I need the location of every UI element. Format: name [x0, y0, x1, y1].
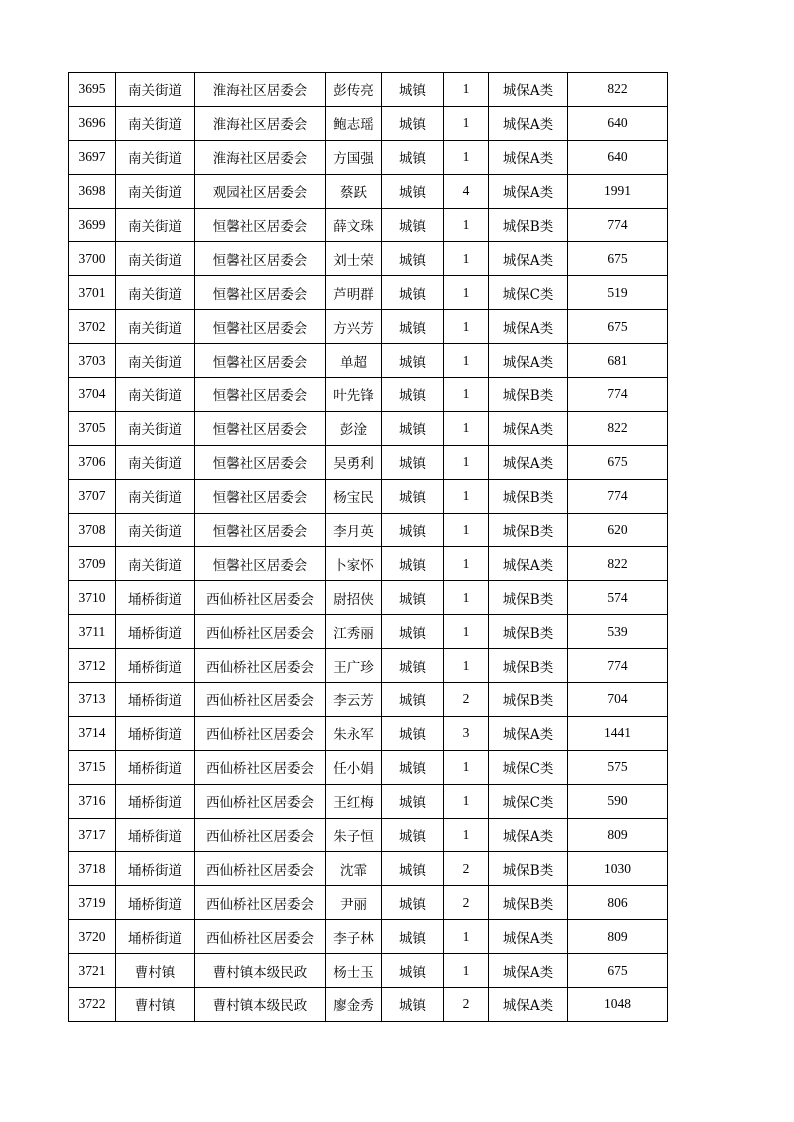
amount-cell: 590 [568, 784, 668, 818]
household-size-cell: 2 [444, 886, 489, 920]
area-type-cell: 城镇 [382, 479, 444, 513]
amount-cell: 675 [568, 445, 668, 479]
table-row [69, 276, 668, 310]
community-cell: 恒馨社区居委会 [195, 310, 326, 344]
table-row [69, 649, 668, 683]
community-cell: 西仙桥社区居委会 [195, 920, 326, 954]
category-cell: 城保A类 [489, 174, 568, 208]
area-type-cell: 城镇 [382, 106, 444, 140]
household-size-cell: 1 [444, 73, 489, 107]
street-cell: 南关街道 [116, 445, 195, 479]
household-size-cell: 1 [444, 750, 489, 784]
street-cell: 曹村镇 [116, 954, 195, 988]
street-cell: 南关街道 [116, 344, 195, 378]
category-cell: 城保A类 [489, 547, 568, 581]
area-type-cell: 城镇 [382, 378, 444, 412]
name-cell: 吴勇利 [326, 445, 382, 479]
category-cell: 城保C类 [489, 784, 568, 818]
name-cell: 尉招侠 [326, 581, 382, 615]
community-cell: 西仙桥社区居委会 [195, 750, 326, 784]
table-row [69, 988, 668, 1022]
area-type-cell: 城镇 [382, 852, 444, 886]
community-cell: 曹村镇本级民政 [195, 988, 326, 1022]
name-cell: 李月英 [326, 513, 382, 547]
row-number-cell: 3716 [69, 784, 116, 818]
category-cell: 城保A类 [489, 445, 568, 479]
amount-cell: 704 [568, 683, 668, 717]
amount-cell: 822 [568, 73, 668, 107]
community-cell: 西仙桥社区居委会 [195, 818, 326, 852]
table-row [69, 310, 668, 344]
category-cell: 城保A类 [489, 73, 568, 107]
household-size-cell: 1 [444, 513, 489, 547]
area-type-cell: 城镇 [382, 73, 444, 107]
area-type-cell: 城镇 [382, 988, 444, 1022]
amount-cell: 620 [568, 513, 668, 547]
area-type-cell: 城镇 [382, 208, 444, 242]
category-cell: 城保B类 [489, 513, 568, 547]
community-cell: 恒馨社区居委会 [195, 378, 326, 412]
table-row [69, 344, 668, 378]
name-cell: 尹丽 [326, 886, 382, 920]
amount-cell: 539 [568, 615, 668, 649]
name-cell: 江秀丽 [326, 615, 382, 649]
name-cell: 王红梅 [326, 784, 382, 818]
row-number-cell: 3700 [69, 242, 116, 276]
row-number-cell: 3717 [69, 818, 116, 852]
amount-cell: 774 [568, 479, 668, 513]
household-size-cell: 1 [444, 140, 489, 174]
area-type-cell: 城镇 [382, 513, 444, 547]
area-type-cell: 城镇 [382, 784, 444, 818]
community-cell: 淮海社区居委会 [195, 73, 326, 107]
category-cell: 城保B类 [489, 208, 568, 242]
row-number-cell: 3704 [69, 378, 116, 412]
category-cell: 城保C类 [489, 750, 568, 784]
street-cell: 埇桥街道 [116, 649, 195, 683]
category-cell: 城保A类 [489, 954, 568, 988]
data-table [68, 72, 668, 1022]
household-size-cell: 1 [444, 547, 489, 581]
row-number-cell: 3697 [69, 140, 116, 174]
household-size-cell: 1 [444, 818, 489, 852]
table-row [69, 174, 668, 208]
community-cell: 西仙桥社区居委会 [195, 716, 326, 750]
amount-cell: 774 [568, 208, 668, 242]
row-number-cell: 3715 [69, 750, 116, 784]
amount-cell: 806 [568, 886, 668, 920]
area-type-cell: 城镇 [382, 344, 444, 378]
street-cell: 南关街道 [116, 140, 195, 174]
area-type-cell: 城镇 [382, 140, 444, 174]
household-size-cell: 1 [444, 106, 489, 140]
household-size-cell: 1 [444, 378, 489, 412]
name-cell: 彭传亮 [326, 73, 382, 107]
household-size-cell: 1 [444, 208, 489, 242]
category-cell: 城保A类 [489, 310, 568, 344]
name-cell: 鲍志瑶 [326, 106, 382, 140]
amount-cell: 575 [568, 750, 668, 784]
amount-cell: 822 [568, 411, 668, 445]
area-type-cell: 城镇 [382, 954, 444, 988]
table-row [69, 581, 668, 615]
row-number-cell: 3705 [69, 411, 116, 445]
community-cell: 曹村镇本级民政 [195, 954, 326, 988]
household-size-cell: 1 [444, 411, 489, 445]
table-row [69, 513, 668, 547]
name-cell: 沈霏 [326, 852, 382, 886]
name-cell: 李云芳 [326, 683, 382, 717]
community-cell: 恒馨社区居委会 [195, 276, 326, 310]
amount-cell: 1048 [568, 988, 668, 1022]
category-cell: 城保A类 [489, 140, 568, 174]
name-cell: 薛文珠 [326, 208, 382, 242]
row-number-cell: 3721 [69, 954, 116, 988]
community-cell: 恒馨社区居委会 [195, 445, 326, 479]
amount-cell: 1030 [568, 852, 668, 886]
street-cell: 南关街道 [116, 378, 195, 412]
community-cell: 恒馨社区居委会 [195, 547, 326, 581]
table-row [69, 378, 668, 412]
community-cell: 恒馨社区居委会 [195, 479, 326, 513]
area-type-cell: 城镇 [382, 174, 444, 208]
household-size-cell: 2 [444, 852, 489, 886]
household-size-cell: 3 [444, 716, 489, 750]
area-type-cell: 城镇 [382, 716, 444, 750]
household-size-cell: 1 [444, 615, 489, 649]
area-type-cell: 城镇 [382, 818, 444, 852]
household-size-cell: 1 [444, 445, 489, 479]
amount-cell: 774 [568, 378, 668, 412]
name-cell: 刘士荣 [326, 242, 382, 276]
household-size-cell: 2 [444, 988, 489, 1022]
household-size-cell: 1 [444, 649, 489, 683]
table-row [69, 716, 668, 750]
street-cell: 曹村镇 [116, 988, 195, 1022]
name-cell: 方兴芳 [326, 310, 382, 344]
name-cell: 彭淦 [326, 411, 382, 445]
table-row [69, 750, 668, 784]
amount-cell: 809 [568, 920, 668, 954]
row-number-cell: 3714 [69, 716, 116, 750]
category-cell: 城保B类 [489, 479, 568, 513]
household-size-cell: 1 [444, 784, 489, 818]
street-cell: 南关街道 [116, 547, 195, 581]
row-number-cell: 3703 [69, 344, 116, 378]
amount-cell: 675 [568, 310, 668, 344]
amount-cell: 1991 [568, 174, 668, 208]
category-cell: 城保B类 [489, 852, 568, 886]
household-size-cell: 1 [444, 344, 489, 378]
name-cell: 王广珍 [326, 649, 382, 683]
street-cell: 埇桥街道 [116, 750, 195, 784]
household-size-cell: 1 [444, 310, 489, 344]
amount-cell: 809 [568, 818, 668, 852]
area-type-cell: 城镇 [382, 750, 444, 784]
category-cell: 城保B类 [489, 581, 568, 615]
area-type-cell: 城镇 [382, 615, 444, 649]
amount-cell: 675 [568, 954, 668, 988]
table-row [69, 140, 668, 174]
category-cell: 城保A类 [489, 344, 568, 378]
community-cell: 西仙桥社区居委会 [195, 886, 326, 920]
street-cell: 南关街道 [116, 479, 195, 513]
row-number-cell: 3706 [69, 445, 116, 479]
name-cell: 廖金秀 [326, 988, 382, 1022]
row-number-cell: 3708 [69, 513, 116, 547]
street-cell: 埇桥街道 [116, 683, 195, 717]
area-type-cell: 城镇 [382, 411, 444, 445]
community-cell: 淮海社区居委会 [195, 140, 326, 174]
household-size-cell: 2 [444, 683, 489, 717]
amount-cell: 822 [568, 547, 668, 581]
row-number-cell: 3720 [69, 920, 116, 954]
community-cell: 恒馨社区居委会 [195, 411, 326, 445]
table-row [69, 479, 668, 513]
area-type-cell: 城镇 [382, 445, 444, 479]
table-row [69, 411, 668, 445]
category-cell: 城保B类 [489, 649, 568, 683]
table-row [69, 818, 668, 852]
area-type-cell: 城镇 [382, 581, 444, 615]
table-row [69, 547, 668, 581]
household-size-cell: 1 [444, 276, 489, 310]
name-cell: 杨士玉 [326, 954, 382, 988]
amount-cell: 640 [568, 140, 668, 174]
street-cell: 南关街道 [116, 106, 195, 140]
table-body [69, 73, 668, 1022]
street-cell: 南关街道 [116, 242, 195, 276]
area-type-cell: 城镇 [382, 310, 444, 344]
community-cell: 西仙桥社区居委会 [195, 683, 326, 717]
category-cell: 城保B类 [489, 683, 568, 717]
name-cell: 朱子恒 [326, 818, 382, 852]
street-cell: 南关街道 [116, 174, 195, 208]
street-cell: 南关街道 [116, 208, 195, 242]
name-cell: 杨宝民 [326, 479, 382, 513]
row-number-cell: 3707 [69, 479, 116, 513]
household-size-cell: 1 [444, 242, 489, 276]
row-number-cell: 3710 [69, 581, 116, 615]
area-type-cell: 城镇 [382, 683, 444, 717]
category-cell: 城保B类 [489, 886, 568, 920]
name-cell: 芦明群 [326, 276, 382, 310]
table-row [69, 920, 668, 954]
street-cell: 埇桥街道 [116, 716, 195, 750]
row-number-cell: 3698 [69, 174, 116, 208]
table-row [69, 242, 668, 276]
street-cell: 埇桥街道 [116, 920, 195, 954]
row-number-cell: 3712 [69, 649, 116, 683]
table-row [69, 445, 668, 479]
community-cell: 观园社区居委会 [195, 174, 326, 208]
community-cell: 西仙桥社区居委会 [195, 649, 326, 683]
street-cell: 埇桥街道 [116, 886, 195, 920]
area-type-cell: 城镇 [382, 649, 444, 683]
household-size-cell: 1 [444, 479, 489, 513]
community-cell: 西仙桥社区居委会 [195, 784, 326, 818]
street-cell: 南关街道 [116, 276, 195, 310]
household-size-cell: 1 [444, 920, 489, 954]
name-cell: 方国强 [326, 140, 382, 174]
street-cell: 南关街道 [116, 310, 195, 344]
category-cell: 城保A类 [489, 106, 568, 140]
amount-cell: 640 [568, 106, 668, 140]
name-cell: 李子林 [326, 920, 382, 954]
area-type-cell: 城镇 [382, 920, 444, 954]
street-cell: 埇桥街道 [116, 784, 195, 818]
community-cell: 西仙桥社区居委会 [195, 581, 326, 615]
row-number-cell: 3701 [69, 276, 116, 310]
category-cell: 城保B类 [489, 615, 568, 649]
table-row [69, 886, 668, 920]
community-cell: 恒馨社区居委会 [195, 344, 326, 378]
table-row [69, 683, 668, 717]
name-cell: 朱永军 [326, 716, 382, 750]
table-row [69, 208, 668, 242]
category-cell: 城保A类 [489, 818, 568, 852]
row-number-cell: 3709 [69, 547, 116, 581]
community-cell: 西仙桥社区居委会 [195, 852, 326, 886]
row-number-cell: 3719 [69, 886, 116, 920]
name-cell: 单超 [326, 344, 382, 378]
street-cell: 南关街道 [116, 73, 195, 107]
table-row [69, 954, 668, 988]
area-type-cell: 城镇 [382, 547, 444, 581]
community-cell: 恒馨社区居委会 [195, 242, 326, 276]
name-cell: 任小娟 [326, 750, 382, 784]
name-cell: 卜家怀 [326, 547, 382, 581]
street-cell: 埇桥街道 [116, 615, 195, 649]
amount-cell: 519 [568, 276, 668, 310]
area-type-cell: 城镇 [382, 886, 444, 920]
category-cell: 城保A类 [489, 242, 568, 276]
amount-cell: 574 [568, 581, 668, 615]
category-cell: 城保A类 [489, 988, 568, 1022]
household-size-cell: 1 [444, 581, 489, 615]
category-cell: 城保A类 [489, 716, 568, 750]
community-cell: 恒馨社区居委会 [195, 208, 326, 242]
table-row [69, 615, 668, 649]
table-row [69, 784, 668, 818]
table-row [69, 106, 668, 140]
category-cell: 城保A类 [489, 411, 568, 445]
amount-cell: 774 [568, 649, 668, 683]
name-cell: 蔡跃 [326, 174, 382, 208]
street-cell: 埇桥街道 [116, 852, 195, 886]
amount-cell: 675 [568, 242, 668, 276]
name-cell: 叶先锋 [326, 378, 382, 412]
household-size-cell: 1 [444, 954, 489, 988]
row-number-cell: 3722 [69, 988, 116, 1022]
row-number-cell: 3713 [69, 683, 116, 717]
row-number-cell: 3699 [69, 208, 116, 242]
table-row [69, 852, 668, 886]
street-cell: 南关街道 [116, 513, 195, 547]
amount-cell: 1441 [568, 716, 668, 750]
row-number-cell: 3696 [69, 106, 116, 140]
street-cell: 埇桥街道 [116, 581, 195, 615]
household-size-cell: 4 [444, 174, 489, 208]
category-cell: 城保A类 [489, 920, 568, 954]
community-cell: 西仙桥社区居委会 [195, 615, 326, 649]
row-number-cell: 3702 [69, 310, 116, 344]
area-type-cell: 城镇 [382, 276, 444, 310]
amount-cell: 681 [568, 344, 668, 378]
street-cell: 南关街道 [116, 411, 195, 445]
community-cell: 淮海社区居委会 [195, 106, 326, 140]
community-cell: 恒馨社区居委会 [195, 513, 326, 547]
street-cell: 埇桥街道 [116, 818, 195, 852]
category-cell: 城保C类 [489, 276, 568, 310]
category-cell: 城保B类 [489, 378, 568, 412]
row-number-cell: 3711 [69, 615, 116, 649]
area-type-cell: 城镇 [382, 242, 444, 276]
table-row [69, 73, 668, 107]
row-number-cell: 3695 [69, 73, 116, 107]
row-number-cell: 3718 [69, 852, 116, 886]
